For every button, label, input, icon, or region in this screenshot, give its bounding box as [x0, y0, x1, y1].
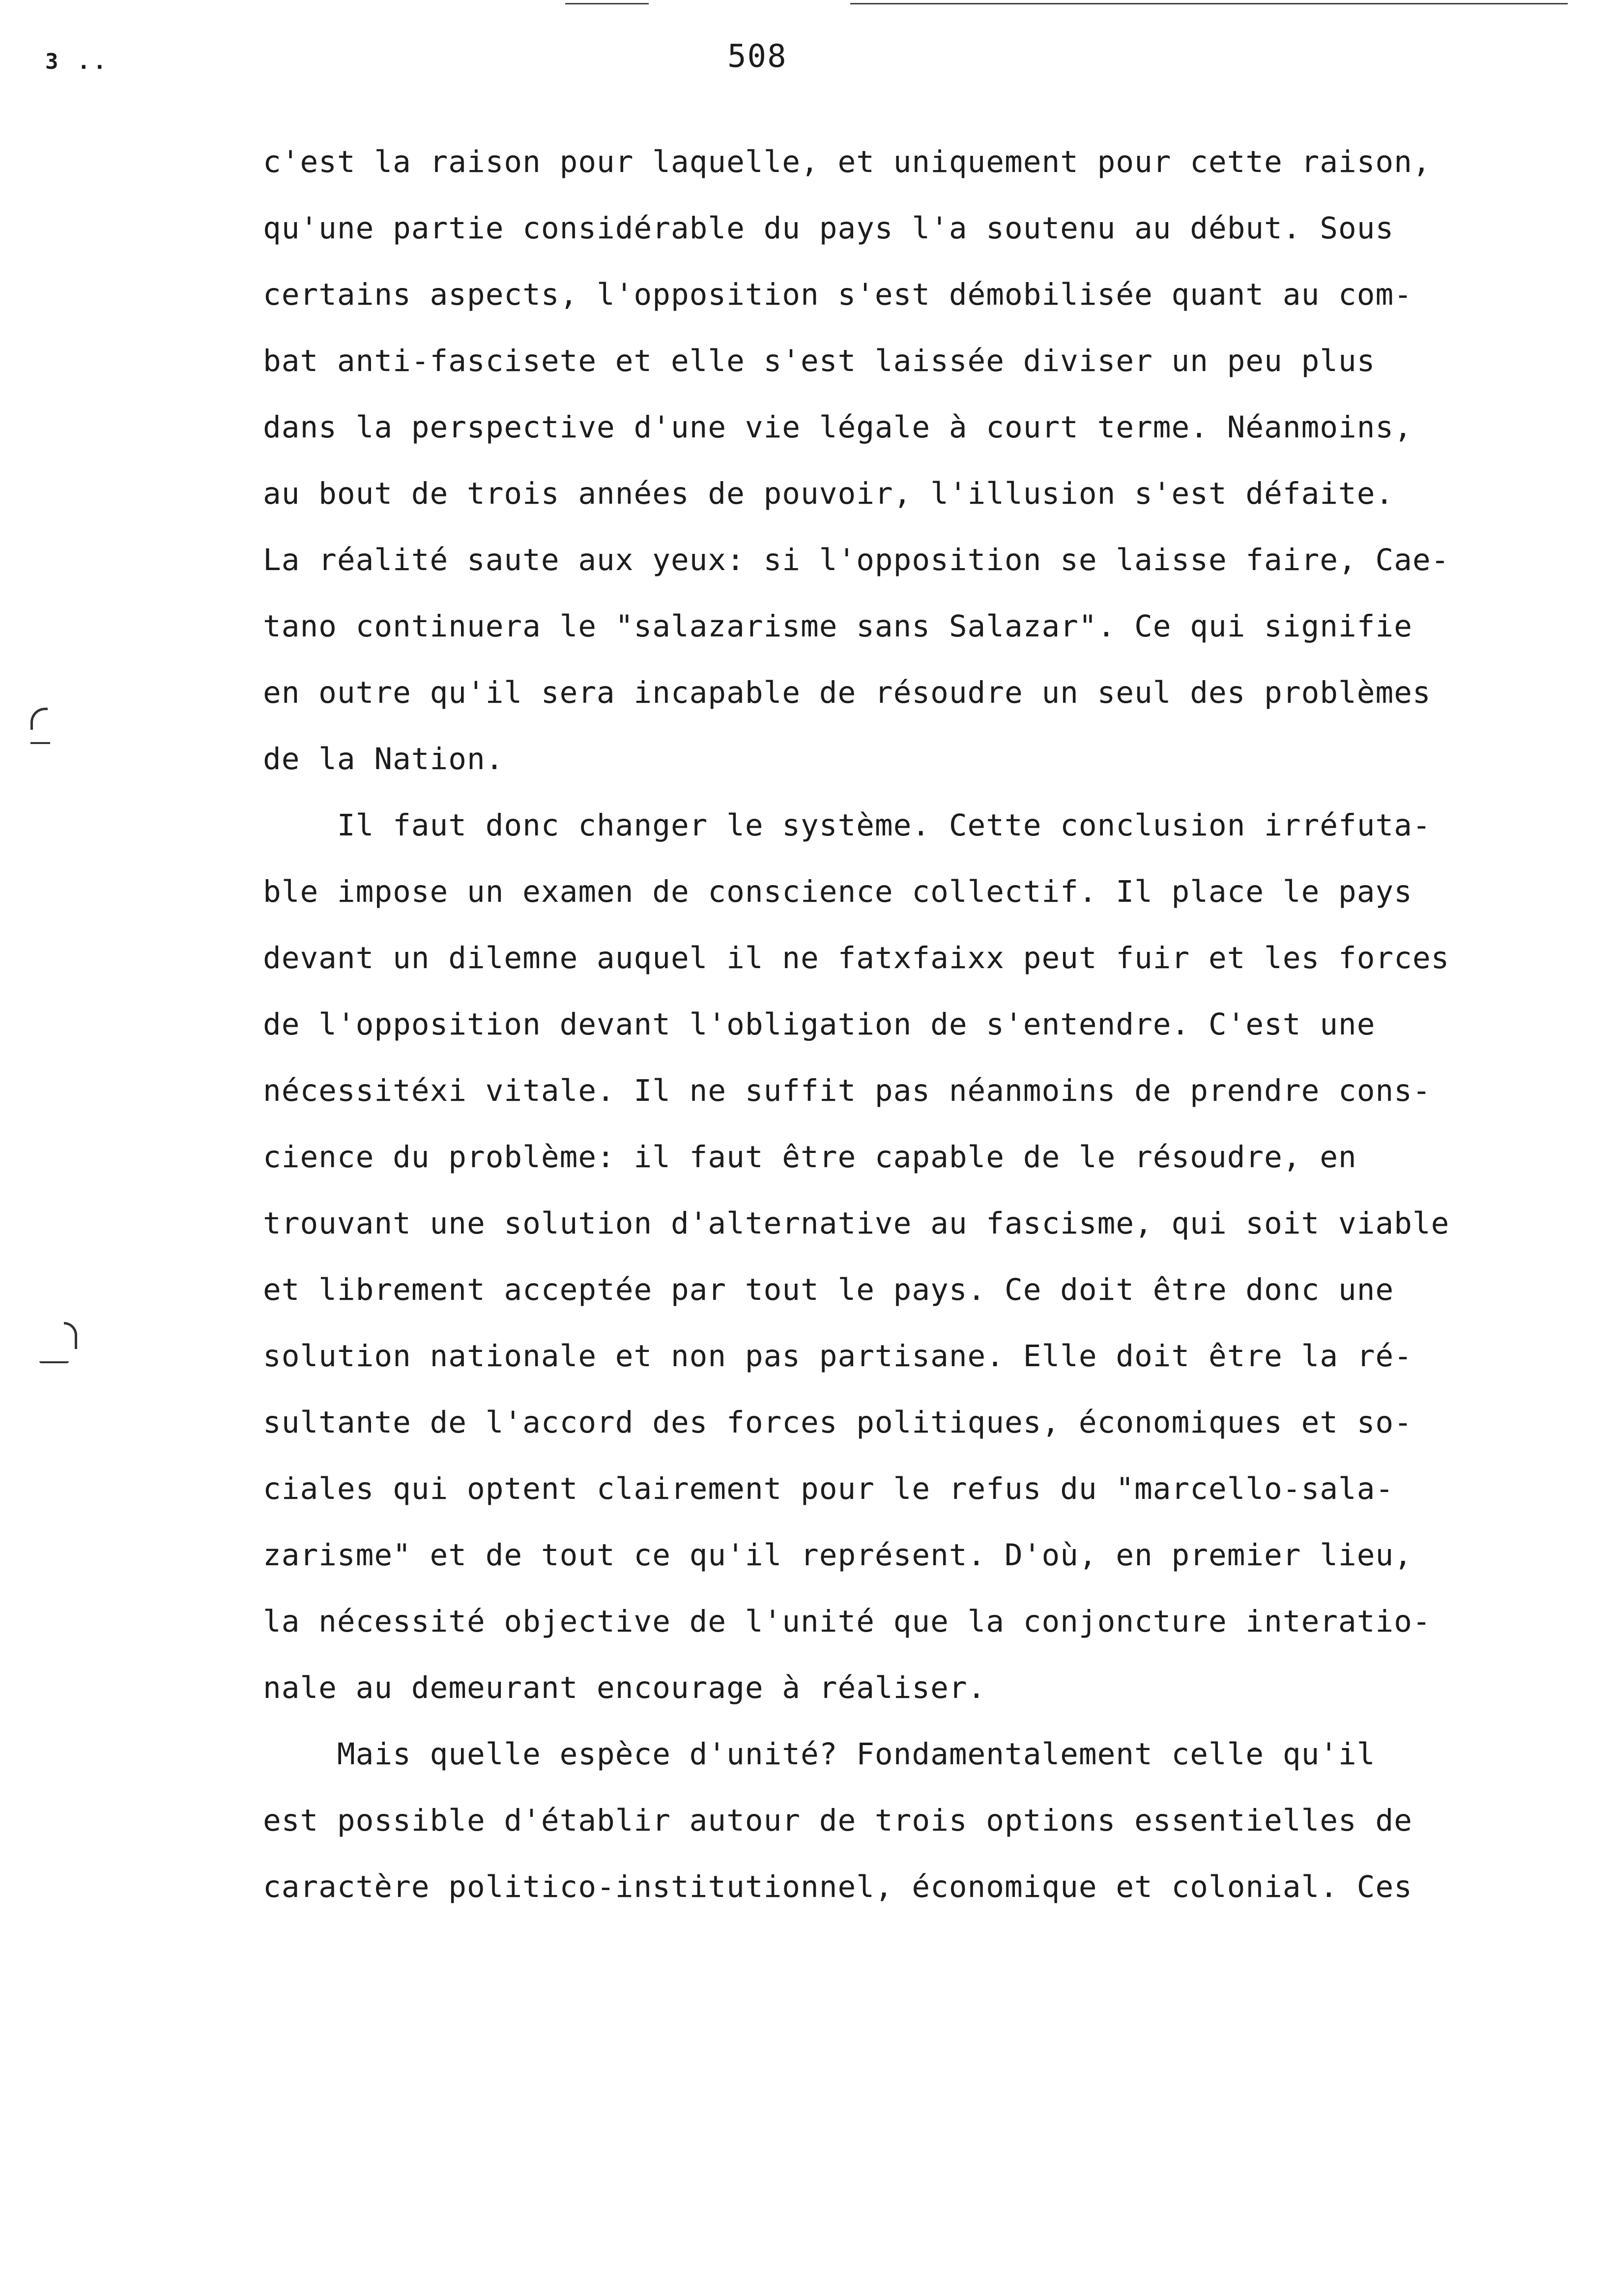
text-line: La réalité saute aux yeux: si l'opposition se laisse faire, Cae-	[263, 543, 1450, 577]
margin-dash-mark	[39, 1361, 69, 1363]
text-line: ciales qui optent clairement pour le refus du "marcello-sala-	[263, 1471, 1394, 1506]
text-line: caractère politico-institutionnel, économique et colonial. Ces	[263, 1869, 1412, 1904]
margin-bracket-mark	[30, 708, 48, 730]
corner-mark: 3 ..	[45, 49, 109, 74]
margin-bracket-mark	[64, 1322, 77, 1349]
paragraph	[263, 1726, 1560, 1925]
text-line: la nécessité objective de l'unité que la conjoncture interatio-	[263, 1604, 1431, 1639]
text-line: au bout de trois années de pouvoir, l'illusion s'est défaite.	[263, 476, 1394, 511]
text-line: Mais quelle espèce d'unité? Fondamentalement celle qu'il	[263, 1737, 1376, 1772]
top-rule-left	[565, 3, 649, 4]
text-line: devant un dilemne auquel il ne fatxfaixx peut fuir et les forces	[263, 941, 1450, 976]
text-line: c'est la raison pour laquelle, et uniquement pour cette raison,	[263, 144, 1431, 179]
text-line: nécessitéxi vitale. Il ne suffit pas néanmoins de prendre cons-	[263, 1073, 1431, 1108]
text-line: en outre qu'il sera incapable de résoudre un seul des problèmes	[263, 675, 1431, 710]
text-line: qu'une partie considérable du pays l'a soutenu au début. Sous	[263, 211, 1394, 246]
text-line: est possible d'établir autour de trois options essentielles de	[263, 1803, 1412, 1838]
paragraph	[263, 797, 1560, 1726]
text-line: solution nationale et non pas partisane. Elle doit être la ré-	[263, 1339, 1412, 1374]
text-line: nale au demeurant encourage à réaliser.	[263, 1670, 986, 1705]
paragraph	[263, 134, 1560, 797]
text-line: trouvant une solution d'alternative au fascisme, qui soit viable	[263, 1206, 1450, 1241]
text-line: Il faut donc changer le système. Cette conclusion irréfuta-	[263, 808, 1431, 843]
text-line: zarisme" et de tout ce qu'il représent. D'où, en premier lieu,	[263, 1538, 1412, 1573]
top-rule-right	[850, 3, 1568, 4]
text-line: cience du problème: il faut être capable de le résoudre, en	[263, 1140, 1357, 1175]
text-line: dans la perspective d'une vie légale à court terme. Néanmoins,	[263, 410, 1412, 445]
text-line: tano continuera le "salazarisme sans Salazar". Ce qui signifie	[263, 609, 1412, 644]
page-number: 508	[727, 38, 787, 75]
text-line: de la Nation.	[263, 742, 504, 776]
text-line: sultante de l'accord des forces politiques, économiques et so-	[263, 1405, 1412, 1440]
text-line: bat anti-fascisete et elle s'est laissée diviser un peu plus	[263, 344, 1376, 378]
margin-dash-mark	[30, 742, 50, 744]
typed-text-body	[263, 134, 1560, 1925]
text-line: ble impose un examen de conscience collectif. Il place le pays	[263, 874, 1412, 909]
text-line: certains aspects, l'opposition s'est démobilisée quant au com-	[263, 277, 1412, 312]
text-line: de l'opposition devant l'obligation de s'entendre. C'est une	[263, 1007, 1376, 1042]
text-line: et librement acceptée par tout le pays. Ce doit être donc une	[263, 1272, 1394, 1307]
